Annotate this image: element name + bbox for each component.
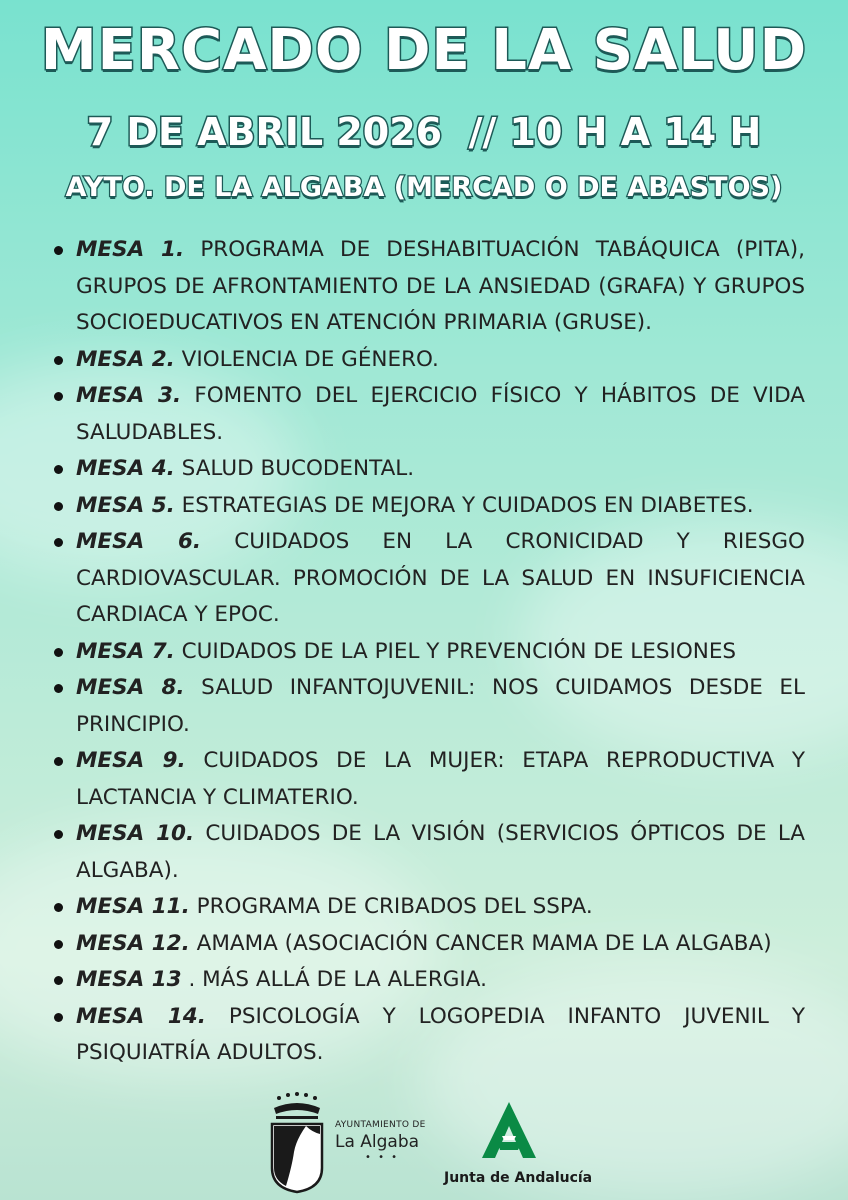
mesa-label: MESA 5. [76, 492, 175, 518]
mesa-item [48, 743, 805, 816]
mesa-description: FOMENTO DEL EJERCICIO FÍSICO Y HÁBITOS DE VIDA SALUDABLES. [76, 383, 805, 445]
bullet-icon [54, 757, 63, 766]
bullet-icon [54, 356, 63, 365]
mesa-item [48, 670, 805, 743]
ayuntamiento-name: La Algaba [335, 1132, 420, 1152]
bullet-icon [54, 246, 63, 255]
mesa-description: PSICOLOGÍA Y LOGOPEDIA INFANTO JUVENIL Y PSIQUIATRÍA ADULTOS. [76, 1003, 805, 1065]
mesa-description: AMAMA (ASOCIACIÓN CANCER MAMA DE LA ALGABA) [196, 930, 772, 956]
mesa-description: PROGRAMA DE DESHABITUACIÓN TABÁQUICA (PITA), GRUPOS DE AFRONTAMIENTO DE LA ANSIEDAD (GRAFA) Y GRUPOS SOCIOEDUCATIVOS EN ATENCIÓN PRIMARIA (GRUSE). [76, 237, 805, 335]
ayuntamiento-dots: • • • [365, 1152, 400, 1163]
junta-andalucia-label: Junta de Andalucía [444, 1170, 593, 1186]
mesa-description: . MÁS ALLÁ DE LA ALERGIA. [188, 967, 487, 992]
mesa-label: MESA 10. [76, 821, 195, 846]
bullet-icon [54, 392, 63, 401]
bullet-icon [54, 465, 63, 474]
mesa-item [48, 999, 805, 1072]
mesa-label: MESA 13 [76, 967, 182, 992]
mesa-label: MESA 9. [76, 748, 186, 773]
mesa-description: SALUD BUCODENTAL. [181, 456, 415, 481]
mesa-label: MESA 14. [76, 1003, 206, 1029]
mesa-label: MESA 11. [76, 894, 190, 919]
mesa-description: PROGRAMA DE CRIBADOS DEL SSPA. [196, 894, 593, 919]
mesa-list [48, 232, 805, 1072]
mesa-item [48, 889, 805, 926]
mesa-description: CUIDADOS DE LA MUJER: ETAPA REPRODUCTIVA Y LACTANCIA Y CLIMATERIO. [76, 748, 805, 810]
mesa-item [48, 232, 805, 342]
bullet-icon [54, 976, 63, 985]
mesa-item [48, 524, 805, 634]
page-title: MERCADO DE LA SALUD [40, 18, 808, 83]
mesa-item [48, 634, 805, 671]
mesa-label: MESA 3. [76, 383, 182, 408]
bullet-icon [54, 1013, 63, 1022]
mesa-label: MESA 7. [76, 638, 175, 664]
bullet-icon [54, 648, 63, 657]
mesa-item [48, 378, 805, 451]
junta-andalucia-a-icon [478, 1100, 540, 1162]
mesa-label: MESA 4. [76, 456, 175, 481]
mesa-item [48, 926, 805, 963]
mesa-item [48, 488, 805, 525]
mesa-label: MESA 1. [76, 237, 185, 262]
ayuntamiento-small-label: AYUNTAMIENTO DE [335, 1120, 426, 1130]
mesa-label: MESA 2. [76, 346, 175, 372]
ayuntamiento-logo-text [335, 1120, 426, 1163]
bullet-icon [54, 538, 63, 547]
mesa-description: VIOLENCIA DE GÉNERO. [181, 346, 439, 372]
event-location: AYTO. DE LA ALGABA (MERCAD O DE ABASTOS) [65, 172, 783, 203]
mesa-item [48, 962, 805, 999]
mesa-description: CUIDADOS EN LA CRONICIDAD Y RIESGO CARDIOVASCULAR. PROMOCIÓN DE LA SALUD EN INSUFICIENCIA CARDIACA Y EPOC. [76, 529, 805, 627]
bullet-icon [54, 684, 63, 693]
mesa-item [48, 816, 805, 889]
mesa-item [48, 451, 805, 488]
mesa-label: MESA 8. [76, 675, 185, 700]
bullet-icon [54, 940, 63, 949]
bullet-icon [54, 830, 63, 839]
mesa-label: MESA 6. [76, 529, 202, 554]
mesa-description: ESTRATEGIAS DE MEJORA Y CUIDADOS EN DIABETES. [181, 492, 754, 518]
mesa-item [48, 342, 805, 379]
mesa-description: SALUD INFANTOJUVENIL: NOS CUIDAMOS DESDE EL PRINCIPIO. [76, 675, 805, 737]
bullet-icon [54, 903, 63, 912]
bullet-icon [54, 502, 63, 511]
coat-of-arms-icon [266, 1090, 328, 1194]
mesa-description: CUIDADOS DE LA VISIÓN (SERVICIOS ÓPTICOS DE LA ALGABA). [76, 821, 805, 883]
mesa-description: CUIDADOS DE LA PIEL Y PREVENCIÓN DE LESIONES [181, 638, 737, 664]
footer-logos [0, 1090, 848, 1200]
mesa-label: MESA 12. [76, 930, 190, 956]
event-date: 7 DE ABRIL 2026 // 10 H A 14 H [86, 110, 762, 154]
